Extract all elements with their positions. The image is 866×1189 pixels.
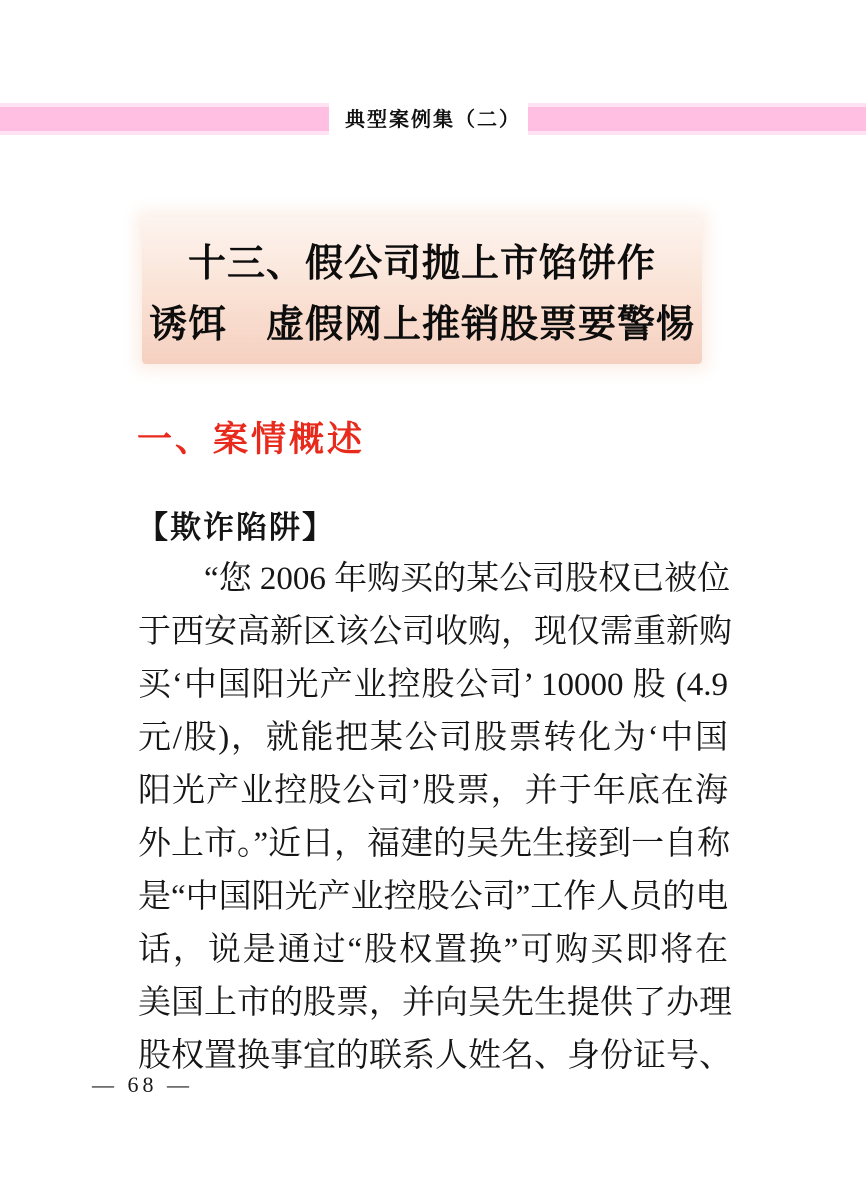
chapter-title-line-1: 十三、假公司抛上市馅饼作 [187,243,656,285]
body-line: 外上市。”近日，福建的吴先生接到一自称 [138,826,731,862]
body-line: 阳光产业控股公司’股票，并于年底在海 [138,773,728,809]
sub-heading: 【欺诈陷阱】 [137,510,335,545]
body-line: “您 2006 年购买的某公司股权已被位 [204,561,731,597]
body-line: 元/股)，就能把某公司股票转化为‘中国 [138,720,728,756]
body-line: 是“中国阳光产业控股公司”工作人员的电 [138,879,729,915]
body-line: 股权置换事宜的联系人姓名、身份证号、 [138,1038,732,1074]
chapter-title-block [142,217,702,364]
body-line: 买‘中国阳光产业控股公司’ 10000 股 (4.9 [138,667,728,703]
body-line: 美国上市的股票，并向吴先生提供了办理 [138,985,732,1021]
page-number: — 68 — [92,1072,193,1097]
body-paragraph [138,553,732,1083]
body-line: 话，说是通过“股权置换”可购买即将在 [138,932,728,968]
chapter-title-line-2: 诱饵 虚假网上推销股票要警惕 [148,304,695,346]
body-line: 于西安高新区该公司收购，现仅需重新购 [138,614,732,650]
section-heading: 一、案情概述 [137,420,366,459]
running-head-title: 典型案例集（二） [345,109,521,131]
